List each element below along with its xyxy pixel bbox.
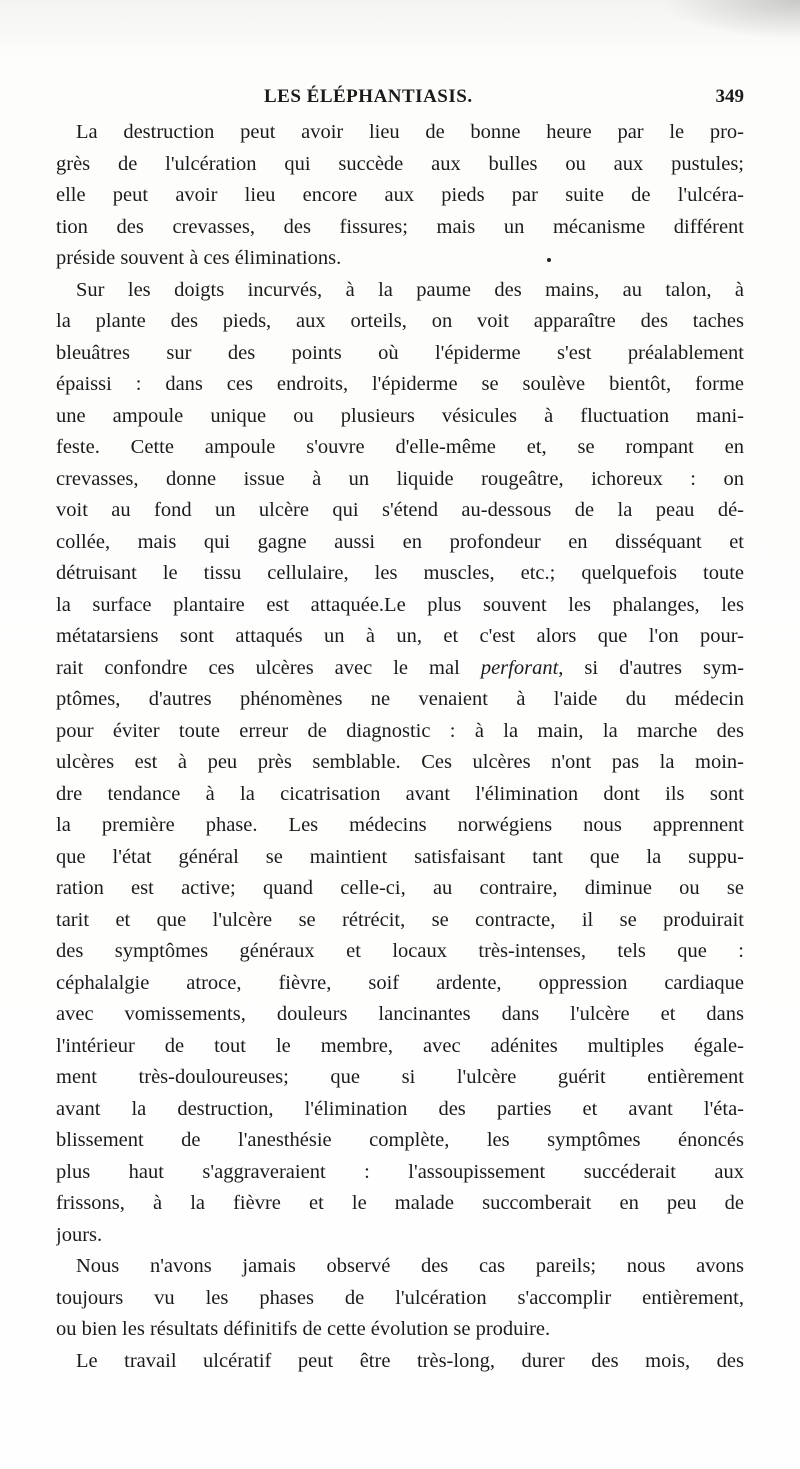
text-segment: tion des crevasses, des fissures; mais un mécanisme différent [56, 215, 744, 238]
text-line [56, 149, 744, 181]
text-segment: La destruction peut avoir lieu de bonne heure par le pro- [76, 121, 744, 143]
text-segment: Sur les doigts incurvés, à la paume des mains, au talon, à [76, 278, 744, 301]
text-segment: céphalalgie atroce, fièvre, soif ardente, oppression cardiaque [56, 971, 744, 994]
text-line [56, 432, 744, 464]
text-line [56, 306, 744, 338]
text-segment: elle peut avoir lieu encore aux pieds par suite de l'ulcéra- [56, 184, 744, 206]
text-segment: frissons, à la fièvre et le malade succomberait en peu de [56, 1192, 744, 1214]
running-title: LES ÉLÉPHANTIASIS. [264, 86, 473, 107]
text-line [56, 1157, 744, 1189]
text-line [56, 369, 744, 401]
text-line [56, 1125, 744, 1157]
text-segment: avec vomissements, douleurs lancinantes dans l'ulcère et dans [56, 1003, 744, 1025]
page-corner-shadow [660, 0, 800, 40]
text-line [56, 212, 744, 244]
text-line [56, 810, 744, 842]
text-line [56, 401, 744, 433]
text-segment: voit au fond un ulcère qui s'étend au-dessous de la peau dé- [56, 499, 744, 521]
text-line [56, 1314, 744, 1346]
text-segment: blissement de l'anesthésie complète, les symptômes énoncés [56, 1129, 744, 1151]
text-line [56, 1283, 744, 1315]
text-line [56, 1062, 744, 1094]
text-segment: pour éviter toute erreur de diagnostic : à la main, la marche des [56, 719, 744, 742]
text-segment: avant la destruction, l'élimination des parties et avant l'éta- [56, 1097, 744, 1120]
text-segment: plus haut s'aggraveraient : l'assoupissement succéderait aux [56, 1160, 744, 1183]
text-line [56, 117, 744, 149]
body-text [56, 117, 744, 1377]
italic-term: perforant [480, 656, 559, 679]
text-segment: collée, mais qui gagne aussi en profondeur en disséquant et [56, 530, 744, 553]
text-segment: ment très-douloureuses; que si l'ulcère guérit entièrement [56, 1066, 744, 1088]
text-line [56, 873, 744, 905]
text-line [56, 842, 744, 874]
text-line [56, 464, 744, 496]
text-line [56, 338, 744, 370]
text-line [56, 1188, 744, 1220]
text-segment: une ampoule unique ou plusieurs vésicules à fluctuation mani- [56, 404, 744, 427]
text-segment: la plante des pieds, aux orteils, on voit apparaître des taches [56, 310, 744, 332]
text-line [56, 527, 744, 559]
text-line [56, 243, 744, 275]
text-segment: toujours vu les phases de l'ulcération s'accomplir entièrement, [56, 1286, 744, 1309]
text-segment: épaissi : dans ces endroits, l'épiderme se soulève bientôt, forme [56, 373, 744, 395]
text-segment: la surface plantaire est attaquée.Le plus souvent les phalanges, les [56, 593, 744, 616]
text-line [56, 1031, 744, 1063]
text-segment: dre tendance à la cicatrisation avant l'élimination dont ils sont [56, 782, 744, 805]
page-header [264, 86, 744, 116]
text-line [56, 1346, 744, 1378]
text-line [56, 747, 744, 779]
text-segment: ration est active; quand celle-ci, au contraire, diminue ou se [56, 877, 744, 899]
text-segment: rait confondre ces ulcères avec le mal [56, 656, 481, 679]
text-segment: tarit et que l'ulcère se rétrécit, se contracte, il se produirait [56, 908, 744, 931]
page-number: 349 [715, 86, 744, 107]
text-segment: jours. [56, 1223, 103, 1246]
text-line [56, 1251, 744, 1283]
text-segment: que l'état général se maintient satisfaisant tant que la suppu- [56, 845, 744, 868]
text-line [56, 779, 744, 811]
text-line [56, 495, 744, 527]
text-segment: , si d'autres sym- [558, 656, 744, 679]
text-segment: crevasses, donne issue à un liquide rougeâtre, ichoreux : on [56, 467, 744, 490]
text-line [56, 1220, 744, 1252]
text-line [56, 180, 744, 212]
text-segment: des symptômes généraux et locaux très-intenses, tels que : [56, 940, 744, 962]
text-line [56, 716, 744, 748]
text-line [56, 558, 744, 590]
text-line [56, 275, 744, 307]
text-segment: bleuâtres sur des points où l'épiderme s'est préalablement [56, 341, 744, 364]
text-line [56, 1094, 744, 1126]
text-line [56, 653, 744, 685]
text-segment: feste. Cette ampoule s'ouvre d'elle-même et, se rompant en [56, 436, 744, 458]
ink-speck [547, 258, 551, 262]
text-line [56, 968, 744, 1000]
text-line [56, 936, 744, 968]
text-segment: Le travail ulcératif peut être très-long, durer des mois, des [76, 1349, 744, 1372]
text-segment: préside souvent à ces éliminations. [56, 247, 342, 269]
text-segment: métatarsiens sont attaqués un à un, et c'est alors que l'on pour- [56, 625, 744, 647]
text-segment: Nous n'avons jamais observé des cas pareils; nous avons [76, 1255, 744, 1277]
text-segment: détruisant le tissu cellulaire, les muscles, etc.; quelquefois toute [56, 562, 744, 584]
text-line [56, 999, 744, 1031]
text-line [56, 590, 744, 622]
text-segment: grès de l'ulcération qui succède aux bulles ou aux pustules; [56, 152, 744, 175]
text-segment: la première phase. Les médecins norwégiens nous apprennent [56, 814, 744, 836]
text-segment: ptômes, d'autres phénomènes ne venaient à l'aide du médecin [56, 688, 744, 710]
text-line [56, 905, 744, 937]
text-segment: ou bien les résultats définitifs de cette évolution se produire. [56, 1318, 551, 1340]
text-segment: l'intérieur de tout le membre, avec adénites multiples égale- [56, 1034, 744, 1057]
text-line [56, 621, 744, 653]
text-segment: ulcères est à peu près semblable. Ces ulcères n'ont pas la moin- [56, 751, 744, 773]
text-line [56, 684, 744, 716]
